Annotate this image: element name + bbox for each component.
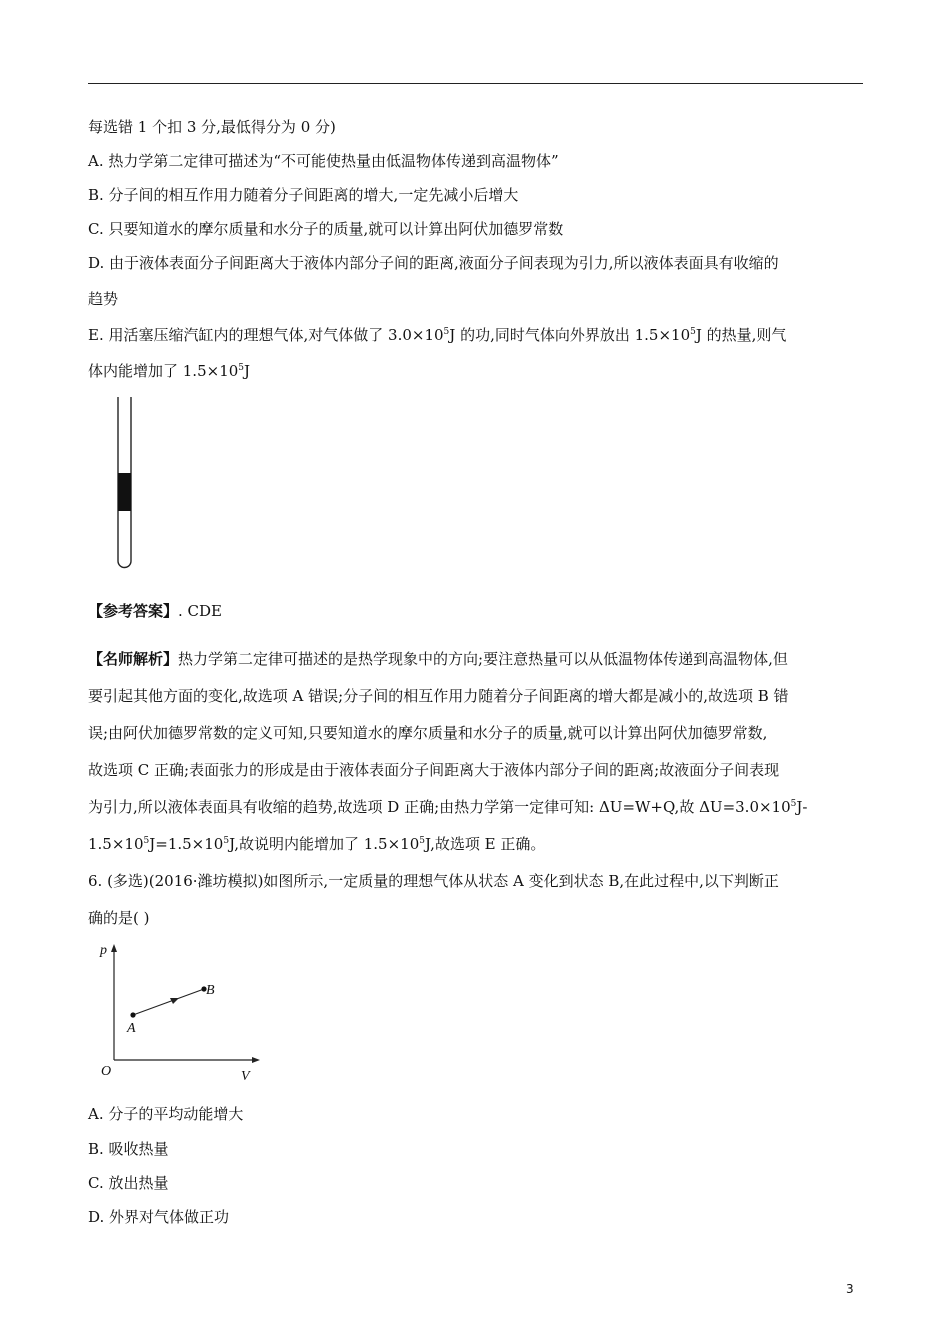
point-a xyxy=(130,1012,135,1017)
analysis-line6: $1.5\times 10^5J=1.5\times 10^5J$,故说明内能增加了 $1.5\times 10^5J$,故选项 E 正确。 xyxy=(88,835,546,853)
analysis-line2: 要引起其他方面的变化,故选项 A 错误;分子间的相互作用力随着分子间距离的增大都是减小的,故选项 B 错 xyxy=(88,687,789,705)
analysis-line4: 故选项 C 正确;表面张力的形成是由于液体表面分子间距离大于液体内部分子间的距离;故液面分子间表现 xyxy=(88,761,780,779)
option-e-line1: E. 用活塞压缩汽缸内的理想气体,对气体做了 $3.0\times 10^5J$ 的功,同时气体向外界放出 $1.5\times 10^5J$ 的热量,则气 xyxy=(88,326,787,344)
option-c: C. 只要知道水的摩尔质量和水分子的质量,就可以计算出阿伏加德罗常数 xyxy=(88,220,564,238)
option-d-line2: 趋势 xyxy=(88,290,119,308)
y-axis-arrow xyxy=(111,944,117,952)
mercury-column xyxy=(118,473,131,511)
point-b-label: B xyxy=(206,983,215,998)
process-line xyxy=(133,989,204,1015)
q6-option-b: B. 吸收热量 xyxy=(88,1140,169,1158)
q6-option-a: A. 分子的平均动能增大 xyxy=(88,1105,244,1123)
answer-line: 【参考答案】. CDE xyxy=(88,602,223,620)
question6-line2: 确的是( ) xyxy=(88,909,150,927)
q6-option-c: C. 放出热量 xyxy=(88,1174,169,1192)
analysis-line5: 为引力,所以液体表面具有收缩的趋势,故选项 D 正确;由热力学第一定律可知: ΔU=W+Q,故 $\Delta U=3.0\times 10^5J-$ xyxy=(88,798,808,816)
option-e-line2: 体内能增加了 $1.5\times 10^5J$ xyxy=(88,362,251,380)
origin-label: O xyxy=(101,1064,112,1079)
header-rule xyxy=(88,83,863,84)
page-number: 3 xyxy=(846,1282,854,1296)
point-a-label: A xyxy=(127,1021,136,1036)
question6-line1: 6. (多选)(2016·潍坊模拟)如图所示,一定质量的理想气体从状态 A 变化到状态 B,在此过程中,以下判断正 xyxy=(88,872,779,890)
y-axis-label: p xyxy=(100,943,107,958)
option-b: B. 分子间的相互作用力随着分子间距离的增大,一定先减小后增大 xyxy=(88,186,519,204)
q6-option-d: D. 外界对气体做正功 xyxy=(88,1208,230,1226)
option-a: A. 热力学第二定律可描述为“不可能使热量由低温物体传递到高温物体” xyxy=(88,152,559,170)
analysis-line1: 【名师解析】热力学第二定律可描述的是热学现象中的方向;要注意热量可以从低温物体传递到高温物体,但 xyxy=(88,650,788,668)
x-axis-arrow xyxy=(252,1057,260,1063)
pv-graph xyxy=(95,938,265,1086)
option-d-line1: D. 由于液体表面分子间距离大于液体内部分子间的距离,液面分子间表现为引力,所以液体表面具有收缩的 xyxy=(88,254,779,272)
x-axis-label: V xyxy=(241,1069,250,1084)
intro-text: 每选错 1 个扣 3 分,最低得分为 0 分) xyxy=(88,118,336,136)
test-tube-figure xyxy=(110,395,140,575)
analysis-line3: 误;由阿伏加德罗常数的定义可知,只要知道水的摩尔质量和水分子的质量,就可以计算出阿伏加德罗常数, xyxy=(88,724,768,742)
